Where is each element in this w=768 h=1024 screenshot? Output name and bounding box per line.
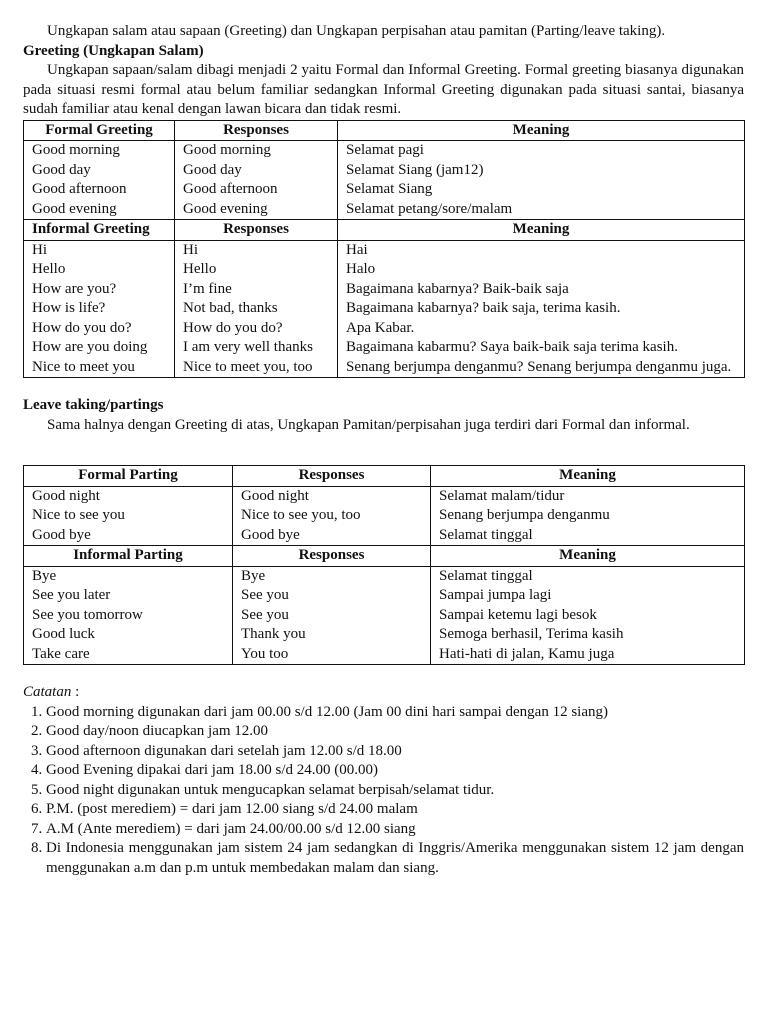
notes-title: Catatan : [23,684,80,700]
table-cell: Selamat tinggal Sampai jumpa lagi Sampai ketemu lagi besok Semoga berhasil, Terima kasih Hati-hati di jalan, Kamu juga [431,566,745,665]
list-item: 4. Good Evening dipakai dari jam 18.00 s/d 24.00 (00.00) [46,761,744,781]
table-cell: Selamat malam/tidur Senang berjumpa denganmu Selamat tinggal [431,486,745,546]
column-header: Informal Greeting [24,220,175,241]
column-header: Responses [175,220,338,241]
column-header: Meaning [338,120,745,141]
table-header-row [24,466,745,487]
column-header: Meaning [338,220,745,241]
parting-table [23,465,745,665]
column-header: Responses [175,120,338,141]
parting-paragraph: Sama halnya dengan Greeting di atas, Ungkapan Pamitan/perpisahan juga terdiri dari Formal dan informal. [47,416,690,433]
list-item: 8. Di Indonesia menggunakan jam sistem 24 jam sedangkan di Inggris/Amerika menggunakan sistem 12 jam dengan menggunakan a.m dan p.m untuk membedakan malam dan siang. [46,839,744,878]
table-header-row [24,120,745,141]
table-row [24,486,745,546]
list-item: 7. A.M (Ante merediem) = dari jam 24.00/00.00 s/d 12.00 siang [46,820,744,840]
list-item: 3. Good afternoon digunakan dari setelah jam 12.00 s/d 18.00 [46,742,744,762]
column-header: Responses [233,546,431,567]
list-item: 6. P.M. (post merediem) = dari jam 12.00 siang s/d 24.00 malam [46,800,744,820]
table-cell: Bye See you later See you tomorrow Good luck Take care [24,566,233,665]
list-item: 5. Good night digunakan untuk mengucapkan selamat berpisah/selamat tidur. [46,781,744,801]
greeting-paragraph: Ungkapan sapaan/salam dibagi menjadi 2 yaitu Formal dan Informal Greeting. Formal greeting biasanya digunakan pada situasi resmi formal atau belum familiar sedangkan Informal Greeting digunakan pada situasi santai, biasanya sudah familiar atau kenal dengan lawan bicara dan tidak resmi. [23,62,744,117]
table-row [24,566,745,665]
table-cell: Good night Nice to see you, too Good bye [233,486,431,546]
table-cell: Selamat pagi Selamat Siang (jam12) Selamat Siang Selamat petang/sore/malam [338,141,745,220]
notes-list [23,703,744,879]
table-cell: Good morning Good day Good afternoon Good evening [175,141,338,220]
greeting-heading: Greeting (Ungkapan Salam) [23,42,204,59]
list-item: 2. Good day/noon diucapkan jam 12.00 [46,722,744,742]
table-cell: Bye See you See you Thank you You too [233,566,431,665]
table-cell: Hi Hello How are you? How is life? How do you do? How are you doing Nice to meet you [24,240,175,378]
column-header: Formal Greeting [24,120,175,141]
column-header: Meaning [431,466,745,487]
parting-heading: Leave taking/partings [23,397,164,413]
table-cell: Hi Hello I’m fine Not bad, thanks How do you do? I am very well thanks Nice to meet you, too [175,240,338,378]
document-page [23,22,744,878]
table-cell: Hai Halo Bagaimana kabarnya? Baik-baik saja Bagaimana kabarnya? baik saja, terima kasih. Apa Kabar. Bagaimana kabarmu? Saya baik-baik saja terima kasih. Senang berjumpa denganmu? Senang berjumpa denganmu juga. [338,240,745,378]
table-cell: Good night Nice to see you Good bye [24,486,233,546]
column-header: Meaning [431,546,745,567]
column-header: Formal Parting [24,466,233,487]
table-cell: Good morning Good day Good afternoon Good evening [24,141,175,220]
notes-section [23,683,744,878]
column-header: Informal Parting [24,546,233,567]
table-header-row [24,220,745,241]
table-row [24,240,745,378]
intro-paragraph: Ungkapan salam atau sapaan (Greeting) dan Ungkapan perpisahan atau pamitan (Parting/leave taking). [47,23,666,39]
column-header: Responses [233,466,431,487]
list-item: 1. Good morning digunakan dari jam 00.00 s/d 12.00 (Jam 00 dini hari sampai dengan 12 siang) [46,703,744,723]
table-header-row [24,546,745,567]
table-row [24,141,745,220]
greeting-table [23,120,745,379]
